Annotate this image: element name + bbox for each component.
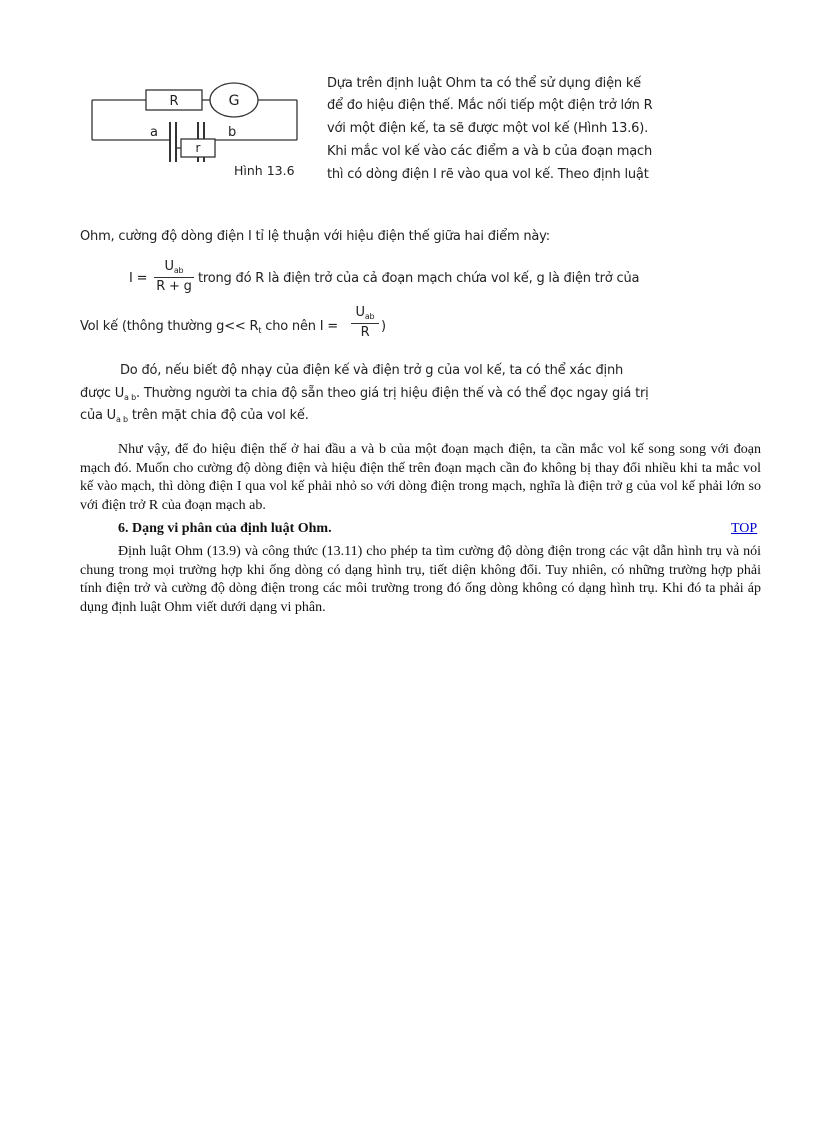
intro-line-3: với một điện kế, ta sẽ được một vol kế (Hình 13.6). <box>327 121 649 136</box>
voltmeter-paragraph <box>80 441 761 515</box>
intro-line-4: Khi mắc vol kế vào các điểm a và b của đoạn mạch <box>327 144 652 159</box>
do-do-line-2: được $U_{a b}$. Thường người ta chia độ sẵn theo giá trị hiệu điện thế và có thể đọc ngay giá trị <box>80 386 649 402</box>
formula2-denominator: R <box>360 325 370 340</box>
voltmeter-paragraph-text: Như vậy, để đo hiệu điện thế ở hai đầu a và b của một đoạn mạch điện, ta cần mắc vol kế song song với đoạn mạch đó. Muốn cho cường độ dòng điện và hiệu điện thế trên đoạn mạch cần đo không bị thay đổi nhiều khi ta mắc vol kế vào mạch, thì dòng điện I qua vol kế phải nhỏ so với dòng điện trong mạch, nghĩa là điện trở g của vol kế phải lớn so với điện trở R của đoạn mạch ab. <box>80 442 761 513</box>
formula1-numerator: $U_{ab}$ <box>164 259 184 275</box>
formula1-denominator: R + g <box>156 279 192 294</box>
formula2-suffix: ) <box>381 319 386 334</box>
formula1-lhs: I = <box>129 271 148 286</box>
formula2-prefix: Vol kế (thông thường $g<< R_t$ cho nên I = <box>80 319 339 335</box>
formula2-fraction <box>350 305 380 340</box>
label-R: R <box>169 94 179 109</box>
section-heading: 6. Dạng vi phân của định luật Ohm. <box>118 521 332 536</box>
do-do-line-3: của $U_{a b}$ trên mặt chia độ của vol kế. <box>80 408 309 424</box>
intro-line-1: Dựa trên định luật Ohm ta có thể sử dụng điện kế <box>327 76 641 91</box>
circuit-figure <box>84 80 314 186</box>
differential-paragraph <box>80 543 761 617</box>
do-do-line-1: Do đó, nếu biết độ nhạy của điện kế và điện trở g của vol kế, ta có thể xác định <box>120 363 624 378</box>
intro-line-2: để đo hiệu điện thế. Mắc nối tiếp một điện trở lớn R <box>327 98 653 113</box>
formula2-numerator: $U_{ab}$ <box>355 305 375 321</box>
label-a: a <box>150 125 158 140</box>
formula1-fraction <box>152 259 196 294</box>
label-r: r <box>195 141 201 155</box>
top-link[interactable]: TOP <box>731 521 758 536</box>
label-b: b <box>228 125 237 140</box>
ohm-line: Ohm, cường độ dòng điện I tỉ lệ thuận với hiệu điện thế giữa hai điểm này: <box>80 229 550 244</box>
formula1-text: trong đó R là điện trở của cả đoạn mạch chứa vol kế, g là điện trở của <box>198 271 640 286</box>
intro-line-5: thì có dòng điện I rẽ vào qua vol kế. Theo định luật <box>327 167 649 182</box>
label-G: G <box>228 93 240 109</box>
differential-paragraph-text: Định luật Ohm (13.9) và công thức (13.11) cho phép ta tìm cường độ dòng điện trong các vật dẫn hình trụ và nói chung trong mọi trường hợp khi ống dòng có dạng hình trụ, tiết diện không đổi. Tuy nhiên, có những trường hợp phải tính điện trở và cường độ dòng điện trong các môi trường trong đó ống dòng không có dạng hình trụ. Khi đó ta phải áp dụng định luật Ohm viết dưới dạng vi phân. <box>80 544 761 615</box>
figure-caption: Hình 13.6 <box>234 163 295 178</box>
